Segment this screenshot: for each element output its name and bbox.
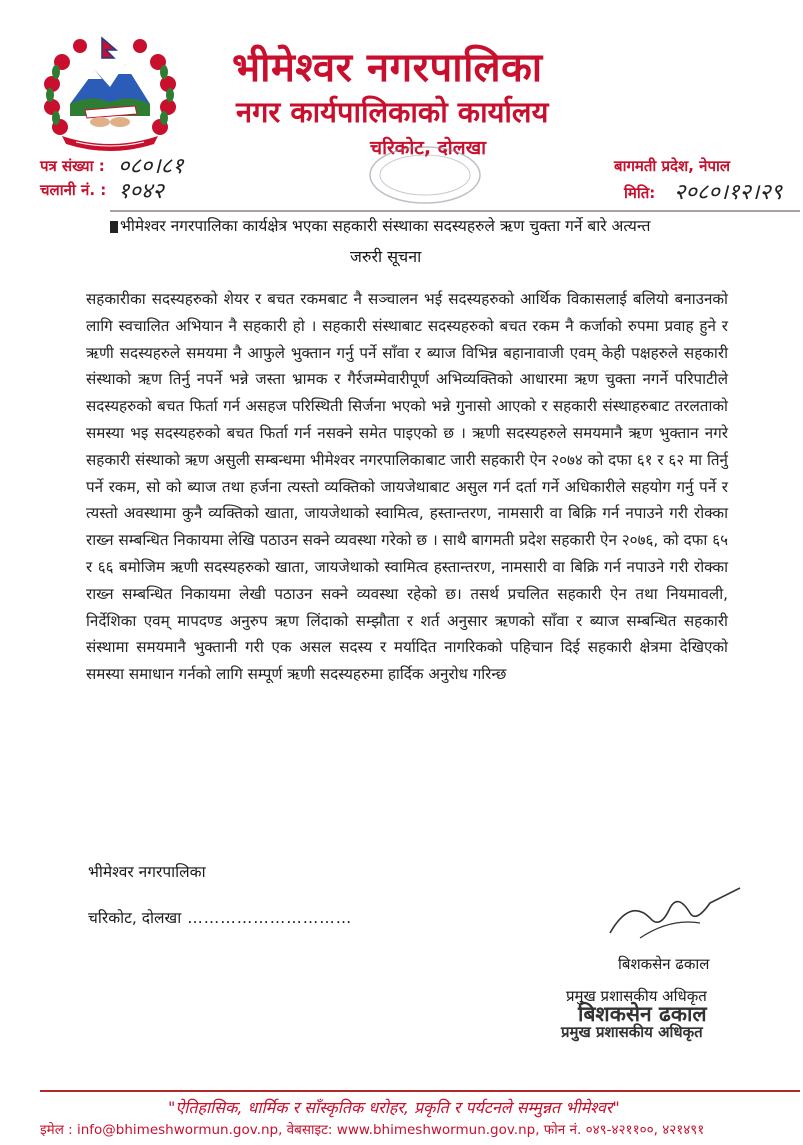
dispatch-number-value: १०४२ [118,179,164,204]
notice-subject [110,214,790,236]
signoff-place-dots: ………………………… [187,909,353,927]
signoff-organization: भीमेश्वर नगरपालिका [88,863,206,881]
subject-text: भीमेश्वर नगरपालिका कार्यक्षेत्र भएका सहकारी संस्थाका सदस्यहरुले ऋण चुक्ता गर्ने बारे अत्यन्त [120,217,651,235]
signoff-place [88,906,352,928]
signatory-stamp-title: प्रमुख प्रशासकीय अधिकृत [561,1023,703,1041]
signatory-stamp-name: बिशकसेन ढकाल [578,1002,707,1026]
footer-divider [40,1090,800,1092]
notice-body: सहकारीका सदस्यहरुको शेयर र बचत रकमबाट नै सञ्चालन भई सदस्यहरुको आर्थिक विकासलाई बलियो बनाउनको लागि स्वचालित अभियान नै सहकारी हो । सहकारी संस्थाबाट सदस्यहरुको बचत रकम नै कर्जाको रुपमा प्रवाह हुने र ऋणी सदस्यहरुले समयमा नै आफुले भुक्तान गर्नु पर्ने साँवा र ब्याज विभिन्न बहानावाजी एवम् केही पक्षहरुले सहकारी संस्थाको ऋण तिर्नु नपर्ने भन्ने जस्ता भ्रामक र गैर्रजम्मेवारीपूर्ण अभिव्यक्तिको आधारमा ऋण चुक्ता नगर्ने परिपाटीले सदस्यहरुको बचत फिर्ता गर्न असहज परिस्थिती सिर्जना भएको भन्ने गुनासो आएको र सहकारी संस्थाहरुबाट तरलताको समस्या भइ सदस्यहरुको बचत फिर्ता गर्न नसक्ने समेत पाइएको छ । ऋणी सदस्यहरुले समयमानै ऋण भुक्तान नगरे सहकारी संस्थाको ऋण असुली सम्बन्धमा भीमेश्वर नगरपालिकाबाट जारी सहकारी ऐन २०७४ को दफा ६१ र ६२ मा तिर्नु पर्ने रकम, सो को ब्याज तथा हर्जना त्यस्तो व्यक्तिको जायजेथाबाट असुल गर्न दर्ता गर्ने अधिकारीले सहयोग गर्नु पर्ने र त्यस्तो अवस्थामा कुनै व्यक्तिको खाता, जायजेथाको स्वामित्व, हस्तान्तरण, नामसारी वा बिक्रि गर्न नपाउने गरी रोक्का राख्न सम्बन्धित निकायमा लेखि पठाउन सक्ने व्यवस्था गरेको छ । साथै बागमती प्रदेश सहकारी ऐन २०७६, को दफा ६५ र ६६ बमोजिम ऋणी सदस्यहरुको खाता, जायजेथाको स्वामित्व हस्तान्तरण, नामसारी वा बिक्रि गर्न नपाउने गरी रोक्का राख्न सम्बन्धित निकायमा लेखी पठाउन सक्ने व्यवस्था रहेको छ। तसर्थ प्रचलित सहकारी ऐन तथा नियमावली, निर्देशिका एवम् मापदण्ड अनुरुप ऋण लिंदाको सम्झौता र शर्त अनुसार ऋणको साँवा र ब्याज सम्बन्धित सहकारी संस्थामा समयमानै भुक्तानी गरी एक असल सदस्य र मर्यादित नागरिकको पहिचान दिई सहकारी क्षेत्रमा देखिएको समस्या समाधान गर्नको लागि सम्पूर्ण ऋणी सदस्यहरुमा हार्दिक अनुरोध गरिन्छ [86,290,728,684]
footer-slogan: "ऐतिहासिक, धार्मिक र साँस्कृतिक धरोहर, प्रकृति र पर्यटनले सम्मुन्नत भीमेश्वर" [168,1098,620,1117]
signatory-name: बिशकसेन ढकाल [618,955,710,973]
office-location: चरिकोट, दोलखा [370,137,487,159]
reference-number-label: पत्र संख्या : [40,157,105,175]
reference-number-value: ०८०।८१ [118,154,184,179]
notice-heading: जरुरी सूचना [350,247,422,266]
signoff-place-text: चरिकोट, दोलखा [88,909,182,927]
office-subtitle: नगर कार्यपालिकाको कार्यालय [236,95,549,129]
header-divider [110,210,800,212]
dispatch-number-label: चलानी नं. : [40,181,107,199]
office-title: भीमेश्वर नगरपालिका [232,45,543,91]
office-seal-icon [360,140,490,210]
date-value: २०८०।१२।२९ [674,180,783,205]
signatory-title: प्रमुख प्रशासकीय अधिकृत [566,987,707,1005]
province-label: बागमती प्रदेश, नेपाल [614,157,731,175]
nepal-emblem-icon [40,32,180,152]
footer-contact: इमेल : info@bhimeshwormun.gov.np, वेबसाइट: www.bhimeshwormun.gov.np, फोन नं. ०४९-४२११००, ४२१४९१ [40,1122,705,1138]
date-label: मिति: [624,184,656,202]
subject-bullet-icon [110,221,118,233]
signature-icon [600,878,750,948]
